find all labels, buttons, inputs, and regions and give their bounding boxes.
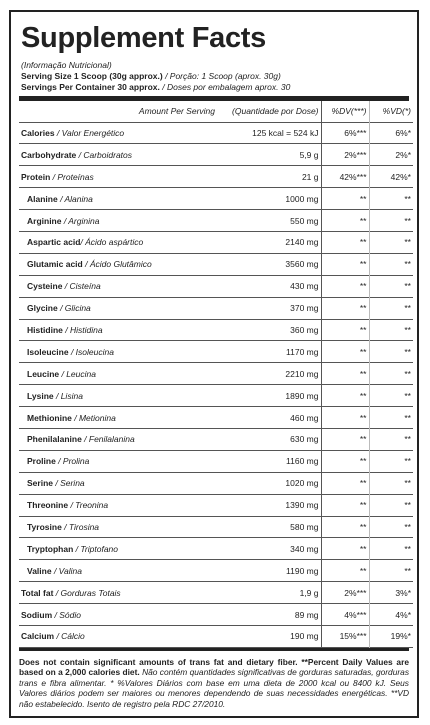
nutrient-name (19, 188, 217, 210)
nutrient-amount: 1000 mg (217, 188, 321, 210)
nutrient-name (19, 604, 217, 626)
nutrient-vd-br: ** (404, 303, 411, 314)
nutrient-name-pt: / Cálcio (54, 631, 85, 642)
table-row (19, 341, 413, 363)
nutrient-name-en: Leucine (27, 368, 60, 379)
nutrient-vd-br: ** (404, 412, 411, 423)
table-row (19, 604, 413, 626)
nutrient-vd-br: ** (404, 390, 411, 401)
nutrient-name (19, 538, 217, 560)
nutrient-dv-us: ** (321, 275, 369, 297)
nutrition-table (19, 101, 413, 648)
nutrient-amount: 580 mg (217, 516, 321, 538)
table-row (19, 625, 413, 647)
nutrient-amount: 5,9 g (217, 144, 321, 166)
nutrient-name (19, 166, 217, 188)
table-row (19, 428, 413, 450)
header-quantity: (Quantidade por Dose) (217, 101, 321, 122)
header-dv-us: %DV(***) (321, 101, 369, 122)
nutrient-dv-us: ** (321, 319, 369, 341)
nutrient-name (19, 253, 217, 275)
nutrient-name (19, 472, 217, 494)
nutrient-vd-br: ** (404, 324, 411, 335)
nutrient-name-en: Threonine (27, 500, 69, 511)
nutrient-vd-br: ** (404, 259, 411, 270)
nutrient-name-pt: / Ácido aspártico (80, 237, 144, 248)
nutrient-name-en: Histidine (27, 324, 63, 335)
nutrient-name (19, 341, 217, 363)
table-header-row (19, 101, 413, 122)
nutrient-amount: 630 mg (217, 428, 321, 450)
nutrient-name-en: Arginine (27, 215, 62, 226)
nutrient-name-pt: / Cisteína (62, 281, 101, 292)
nutrient-amount: 550 mg (217, 210, 321, 232)
nutrient-name (19, 560, 217, 582)
nutrient-name-en: Serine (27, 478, 53, 489)
nutrient-name (19, 450, 217, 472)
nutrient-name (19, 210, 217, 232)
nutrient-name-pt: / Serina (53, 478, 85, 489)
nutrient-name-pt: / Metionina (71, 412, 116, 423)
nutrient-name-pt: / Isoleucina (68, 346, 114, 357)
nutrient-vd-br: ** (404, 456, 411, 467)
nutrient-dv-us: ** (321, 516, 369, 538)
table-row (19, 319, 413, 341)
nutrient-amount: 340 mg (217, 538, 321, 560)
nutrient-amount: 1170 mg (217, 341, 321, 363)
nutrient-name-en: Tyrosine (27, 521, 62, 532)
serving-size-pt: / Porção: 1 Scoop (aprox. 30g) (162, 71, 281, 81)
servings-per-container (21, 82, 409, 93)
nutrient-amount: 1,9 g (217, 582, 321, 604)
nutrient-dv-us: ** (321, 341, 369, 363)
nutrient-amount: 460 mg (217, 407, 321, 429)
nutrient-name-en: Glutamic acid (27, 259, 83, 270)
table-row (19, 297, 413, 319)
nutrient-amount: 21 g (217, 166, 321, 188)
table-row (19, 538, 413, 560)
table-row (19, 450, 413, 472)
nutrient-dv-us: 2%*** (321, 144, 369, 166)
nutrient-name-pt: / Valina (51, 565, 82, 576)
nutrient-dv-us: ** (321, 538, 369, 560)
table-row (19, 363, 413, 385)
nutrient-name-pt: / Sódio (52, 609, 81, 620)
nutrient-name-en: Calcium (21, 631, 55, 642)
nutrient-amount: 3560 mg (217, 253, 321, 275)
nutrient-dv-us: ** (321, 450, 369, 472)
nutrient-dv-us: ** (321, 363, 369, 385)
nutrient-dv-us: ** (321, 407, 369, 429)
nutrient-name-pt: / Fenilalanina (81, 434, 135, 445)
table-row (19, 122, 413, 144)
table-row (19, 188, 413, 210)
nutrient-amount: 370 mg (217, 297, 321, 319)
nutrient-amount: 1890 mg (217, 385, 321, 407)
nutrient-name-pt: / Arginina (61, 215, 100, 226)
nutrient-name-en: Protein (21, 171, 51, 182)
nutrient-vd-br: ** (404, 565, 411, 576)
label-title: Supplement Facts (21, 22, 266, 54)
nutrient-vd-br: ** (404, 281, 411, 292)
nutrient-vd-br: ** (404, 346, 411, 357)
nutrient-amount: 1390 mg (217, 494, 321, 516)
nutrient-amount: 125 kcal = 524 kJ (217, 122, 321, 144)
nutrient-amount: 89 mg (217, 604, 321, 626)
nutrient-dv-us: 6%*** (321, 122, 369, 144)
nutrient-name-pt: / Lisina (53, 390, 83, 401)
nutrient-name-en: Phenilalanine (27, 434, 82, 445)
nutrient-dv-us: 42%*** (321, 166, 369, 188)
nutrient-name (19, 275, 217, 297)
table-row (19, 253, 413, 275)
nutrient-name-pt: / Carboidratos (76, 149, 133, 160)
nutrient-vd-br: ** (404, 237, 411, 248)
nutrient-vd-br: ** (404, 500, 411, 511)
serving-size-en: Serving Size 1 Scoop (30g approx.) (21, 71, 163, 81)
nutrient-dv-us: ** (321, 385, 369, 407)
label-subtitle: (Informação Nutricional) (21, 60, 112, 70)
nutrient-name-pt: / Ácido Glutâmico (82, 259, 152, 270)
header-vd-br: %VD(*) (382, 106, 411, 117)
nutrient-vd-br: ** (404, 478, 411, 489)
table-row (19, 210, 413, 232)
nutrient-name-en: Isoleucine (27, 346, 69, 357)
nutrient-name-en: Calories (21, 127, 55, 138)
nutrient-dv-us: ** (321, 210, 369, 232)
nutrient-name-en: Lysine (27, 390, 54, 401)
nutrient-name-en: Total fat (21, 587, 54, 598)
table-row (19, 385, 413, 407)
nutrient-vd-br: ** (404, 193, 411, 204)
footnote (19, 657, 409, 710)
table-row (19, 231, 413, 253)
nutrient-dv-us: ** (321, 297, 369, 319)
table-row (19, 144, 413, 166)
nutrient-name-pt: / Histidina (62, 324, 103, 335)
nutrient-vd-br: ** (404, 368, 411, 379)
nutrient-amount: 1190 mg (217, 560, 321, 582)
nutrient-name-en: Methionine (27, 412, 72, 423)
nutrient-vd-br: ** (404, 521, 411, 532)
nutrient-vd-br: 4%* (395, 609, 411, 620)
nutrient-vd-br: 42%* (390, 171, 411, 182)
table-row (19, 516, 413, 538)
nutrient-dv-us: 15%*** (321, 625, 369, 647)
divider-bottom (19, 648, 409, 651)
table-row (19, 560, 413, 582)
nutrient-name (19, 144, 217, 166)
nutrient-name (19, 494, 217, 516)
nutrient-vd-br: 6%* (395, 127, 411, 138)
nutrient-amount: 190 mg (217, 625, 321, 647)
table-row (19, 582, 413, 604)
nutrient-vd-br: ** (404, 215, 411, 226)
nutrient-name-pt: / Tirosina (61, 521, 100, 532)
footnote-portuguese: Não contém quantidades significativas de gorduras saturadas, gorduras trans e fibra alimentar. * %Valores Diários com base em uma dieta de 2000 kcal ou 8400 kJ. Seus Valores diários podem ser maiores ou menores dependendo de suas necessidades energéticas. **VD não estabelecido. Isento de registro pela RDC 27/2010. (19, 667, 410, 709)
nutrient-vd-br: 2%* (395, 149, 411, 160)
nutrient-name-pt: / Triptofano (73, 543, 119, 554)
servings-per-pt: / Doses por embalagem aprox. 30 (159, 82, 291, 92)
nutrient-name (19, 385, 217, 407)
nutrient-name (19, 407, 217, 429)
nutrient-name (19, 582, 217, 604)
nutrient-name-en: Cysteine (27, 281, 63, 292)
serving-size (21, 71, 409, 82)
nutrient-vd-br: ** (404, 434, 411, 445)
nutrient-amount: 2210 mg (217, 363, 321, 385)
nutrient-dv-us: ** (321, 188, 369, 210)
nutrient-name (19, 319, 217, 341)
nutrient-dv-us: ** (321, 494, 369, 516)
footnote-english: Does not contain significant amounts of trans fat and dietary fiber. **Percent Daily Values are based on a 2,000 calories diet. (19, 656, 409, 678)
nutrient-name-pt: / Glicina (57, 303, 91, 314)
nutrient-dv-us: ** (321, 231, 369, 253)
nutrient-dv-us: 4%*** (321, 604, 369, 626)
nutrient-name-pt: / Gorduras Totais (53, 587, 121, 598)
nutrient-name (19, 625, 217, 647)
nutrient-amount: 2140 mg (217, 231, 321, 253)
nutrient-vd-br: 3%* (395, 587, 411, 598)
nutrient-name (19, 363, 217, 385)
table-row (19, 472, 413, 494)
nutrient-name-pt: / Valor Energético (54, 127, 125, 138)
nutrient-amount: 360 mg (217, 319, 321, 341)
nutrient-dv-us: ** (321, 560, 369, 582)
table-row (19, 166, 413, 188)
nutrient-name (19, 516, 217, 538)
nutrient-name-pt: / Alanina (57, 193, 93, 204)
nutrient-dv-us: ** (321, 253, 369, 275)
nutrient-name (19, 297, 217, 319)
nutrient-name-pt: / Proteínas (50, 171, 94, 182)
nutrient-name (19, 428, 217, 450)
nutrient-name-en: Alanine (27, 193, 58, 204)
table-row (19, 407, 413, 429)
nutrient-name-en: Glycine (27, 303, 58, 314)
nutrient-dv-us: ** (321, 472, 369, 494)
nutrient-vd-br: 19%* (390, 631, 411, 642)
supplement-facts-panel (9, 10, 419, 718)
nutrient-name-en: Tryptophan (27, 543, 74, 554)
nutrient-name-en: Proline (27, 456, 56, 467)
servings-per-en: Servings Per Container 30 approx. (21, 82, 160, 92)
table-row (19, 275, 413, 297)
header-amount: Amount Per Serving (138, 106, 215, 117)
nutrient-name-en: Valine (27, 565, 52, 576)
nutrient-vd-br: ** (404, 543, 411, 554)
nutrient-amount: 1020 mg (217, 472, 321, 494)
nutrient-dv-us: 2%*** (321, 582, 369, 604)
nutrient-name-pt: / Treonina (68, 500, 109, 511)
nutrient-name-en: Sodium (21, 609, 53, 620)
nutrient-name-pt: / Leucina (59, 368, 96, 379)
nutrient-name (19, 122, 217, 144)
table-row (19, 494, 413, 516)
nutrient-name (19, 231, 217, 253)
nutrient-name-en: Carbohydrate (21, 149, 77, 160)
nutrient-amount: 430 mg (217, 275, 321, 297)
nutrient-name-en: Aspartic acid (27, 237, 81, 248)
nutrient-dv-us: ** (321, 428, 369, 450)
nutrient-name-pt: / Prolina (55, 456, 90, 467)
nutrient-amount: 1160 mg (217, 450, 321, 472)
